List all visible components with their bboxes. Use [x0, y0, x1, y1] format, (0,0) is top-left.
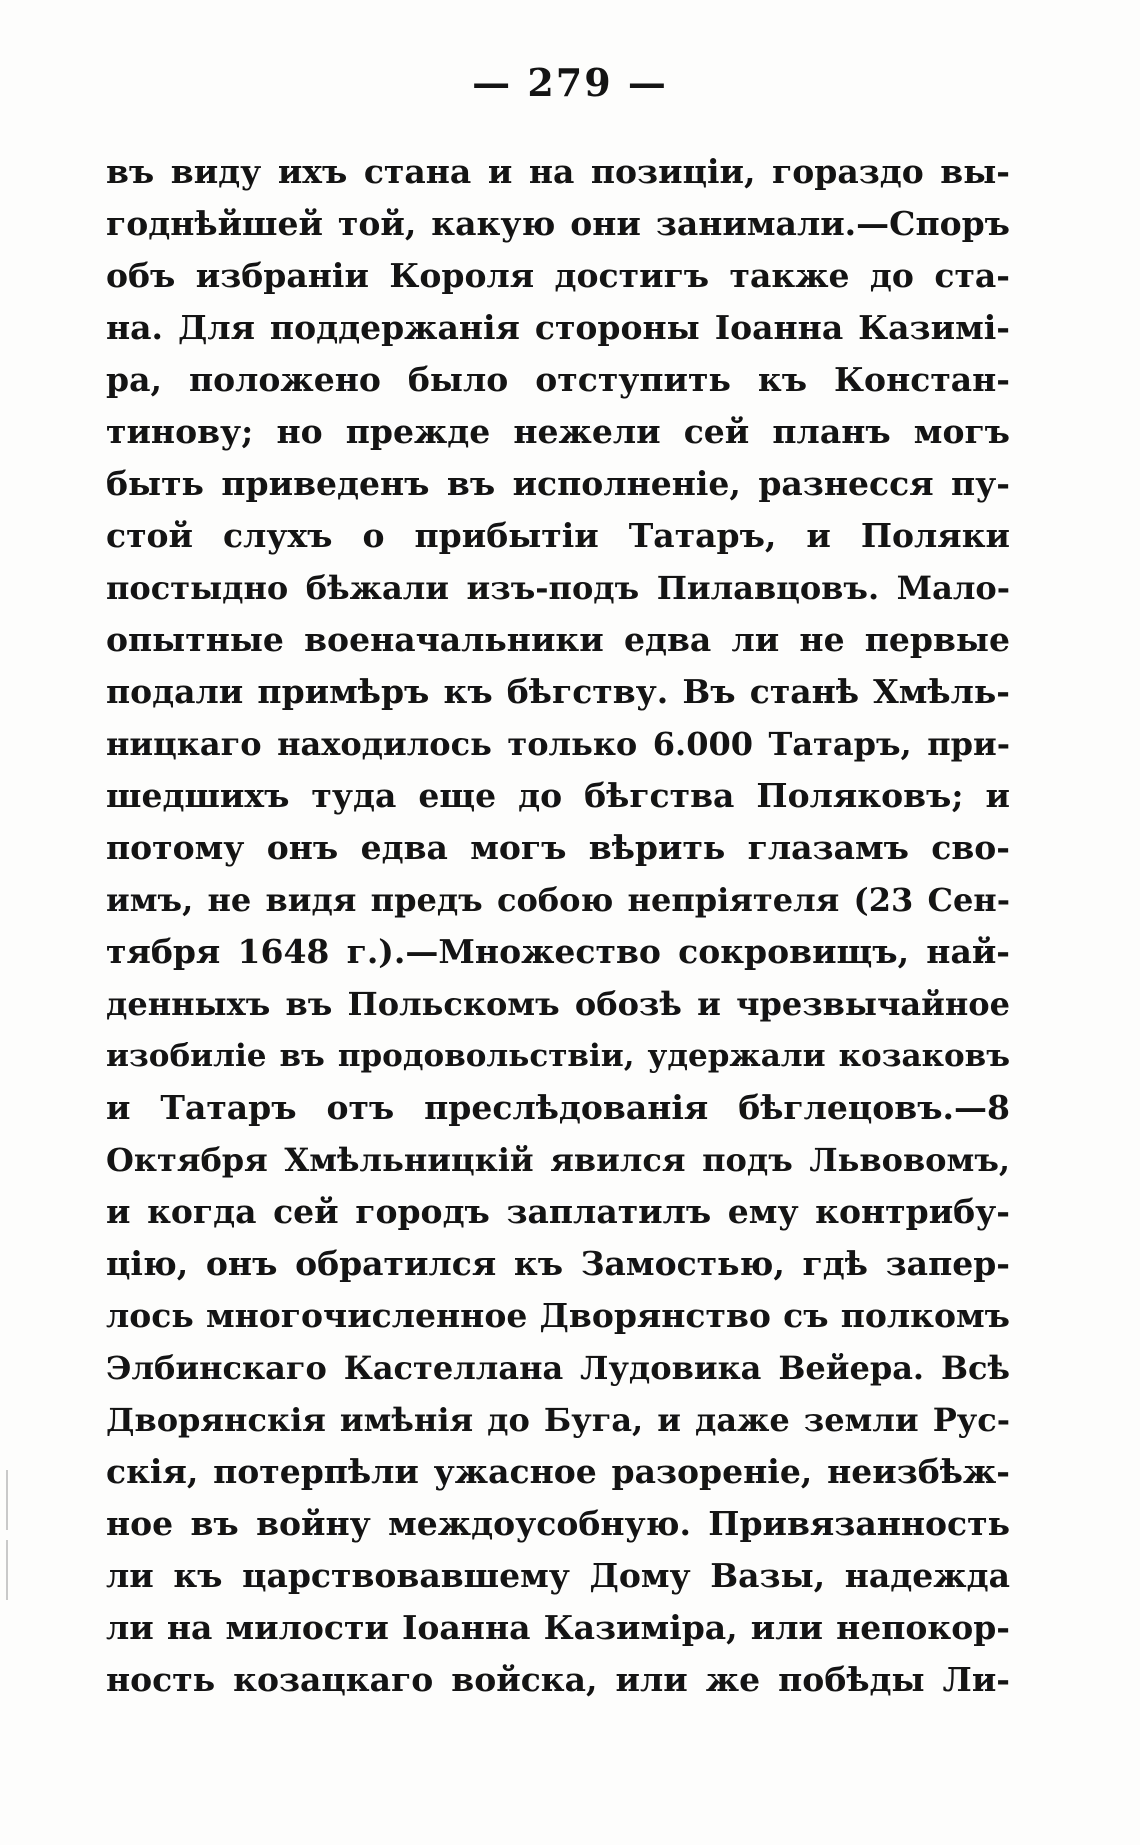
left-margin-mark: [6, 1470, 8, 1530]
text-line: ное въ войну междоусобную. Привязанность: [106, 1504, 1010, 1543]
text-line: изобиліе въ продовольствіи, удержали козаковъ: [106, 1038, 1010, 1074]
text-line: ницкаго находилось только 6.000 Татаръ, при-: [106, 725, 1010, 763]
text-line: ность козацкаго войска, или же побѣды Ли-: [106, 1660, 1010, 1699]
text-line: цію, онъ обратился къ Замостью, гдѣ запер-: [106, 1244, 1010, 1283]
text-line: имъ, не видя предъ собою непріятеля (23 Сен-: [106, 881, 1010, 919]
text-line: ли къ царствовавшему Дому Вазы, надежда: [106, 1556, 1010, 1595]
text-line: и когда сей городъ заплатилъ ему контрибу-: [106, 1192, 1010, 1231]
page-number-header: — 279 —: [472, 60, 668, 105]
text-line: опытные военачальники едва ли не первые: [106, 620, 1010, 659]
text-line: объ избраніи Короля достигъ также до ста-: [106, 256, 1010, 295]
left-margin-mark-lower: [6, 1540, 8, 1600]
text-line: Элбинскаго Кастеллана Лудовика Вейера. Всѣ: [106, 1349, 1010, 1387]
text-line: ра, положено было отступить къ Констан-: [106, 360, 1010, 399]
text-line: постыдно бѣжали изъ-подъ Пилавцовъ. Мало-: [106, 569, 1010, 607]
text-line: и Татаръ отъ преслѣдованія бѣглецовъ.—8: [106, 1088, 1010, 1127]
text-line: Октября Хмѣльницкій явился подъ Львовомъ,: [106, 1141, 1010, 1179]
text-line: ли на милости Іоанна Казиміра, или непокор-: [106, 1608, 1010, 1647]
text-line: подали примѣръ къ бѣгству. Въ станѣ Хмѣль-: [106, 672, 1010, 711]
text-line: шедшихъ туда еще до бѣгства Поляковъ; и: [106, 776, 1010, 815]
text-line: тября 1648 г.).—Множество сокровищъ, най-: [106, 932, 1010, 971]
body-text: [106, 146, 1010, 1706]
text-line: лось многочисленное Дворянство съ полкомъ: [106, 1296, 1010, 1335]
text-line: Дворянскія имѣнія до Буга, и даже земли Рус-: [106, 1401, 1010, 1439]
text-line: годнѣйшей той, какую они занимали.—Споръ: [106, 204, 1010, 243]
text-line: скія, потерпѣли ужасное разореніе, неизбѣж-: [106, 1452, 1010, 1491]
text-line: потому онъ едва могъ вѣрить глазамъ сво-: [106, 828, 1010, 867]
text-line: тинову; но прежде нежели сей планъ могъ: [106, 412, 1010, 451]
text-line: на. Для поддержанія стороны Іоанна Казимі-: [106, 308, 1010, 347]
text-line: стой слухъ о прибытіи Татаръ, и Поляки: [106, 516, 1010, 555]
text-line: быть приведенъ въ исполненіе, разнесся пу-: [106, 464, 1010, 503]
text-line: въ виду ихъ стана и на позиціи, гораздо вы-: [106, 152, 1010, 191]
text-line: денныхъ въ Польскомъ обозѣ и чрезвычайное: [106, 985, 1010, 1023]
